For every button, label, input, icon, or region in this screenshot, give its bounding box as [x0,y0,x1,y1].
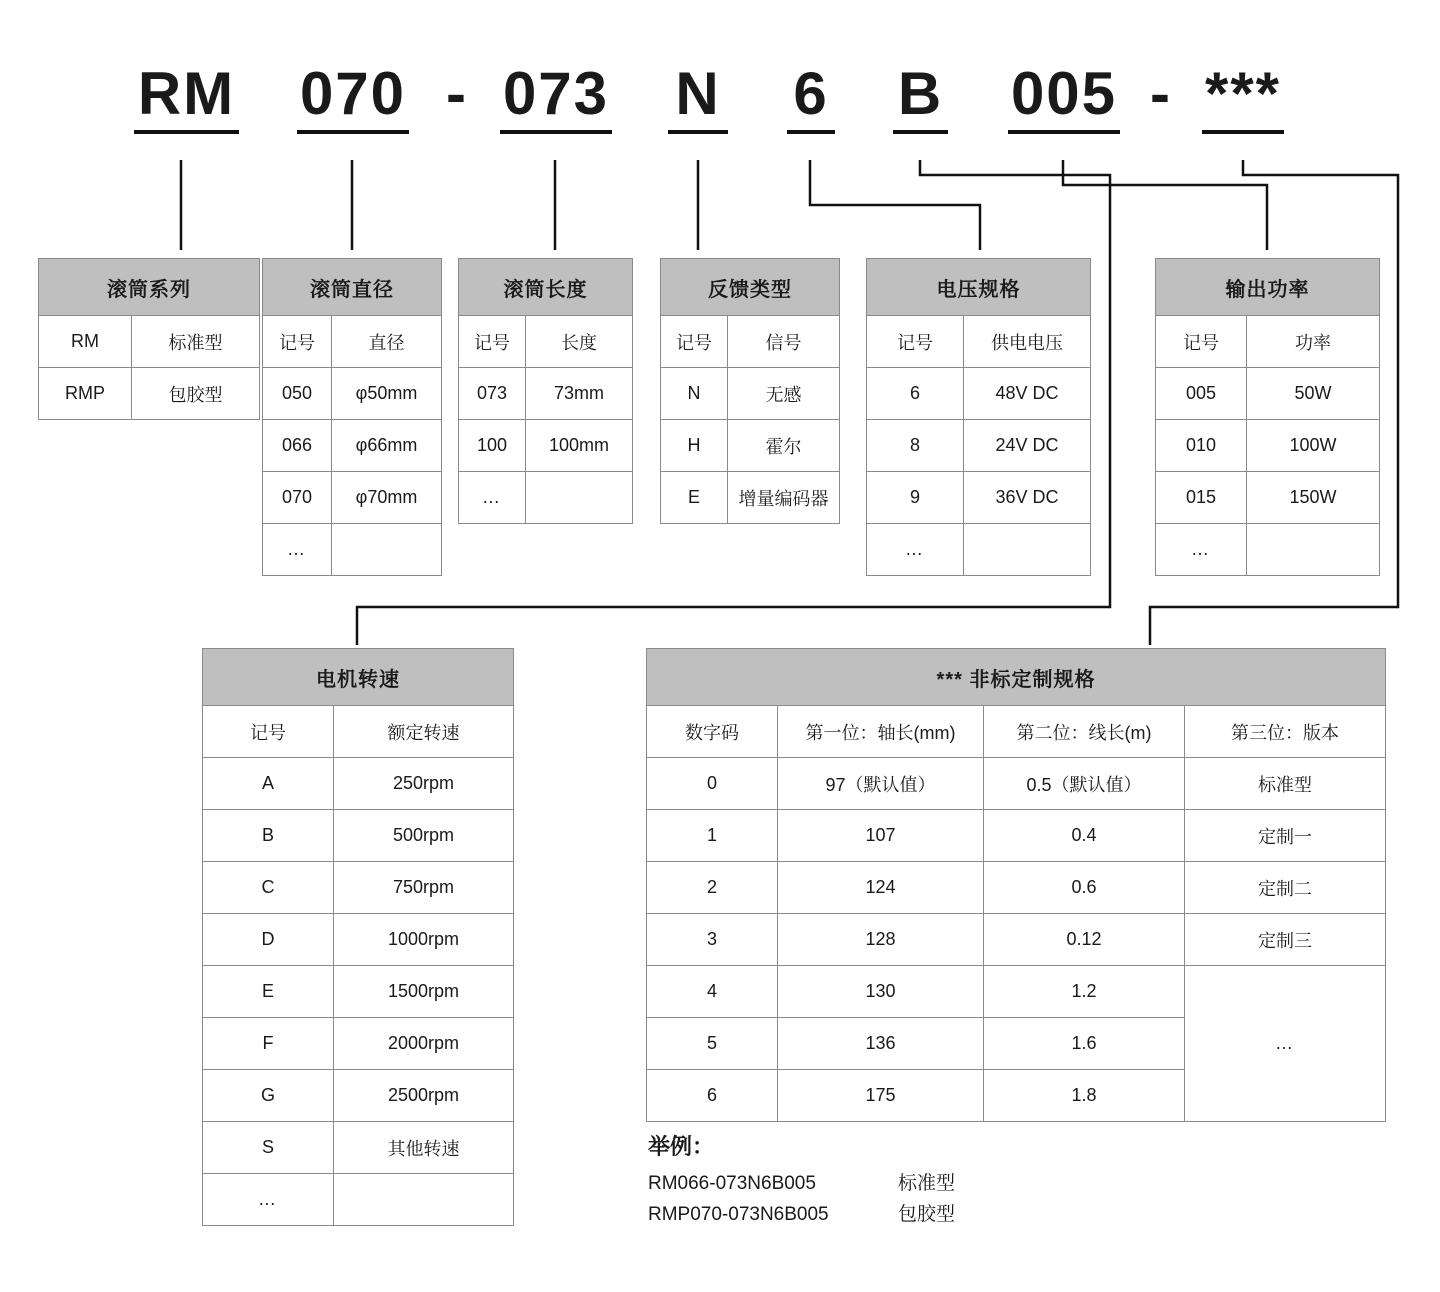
cell: … [867,524,964,576]
code-segment-0: RM [134,58,239,134]
column-header: 信号 [728,316,840,368]
code-segment-5: B [893,58,948,134]
column-header: 记号 [661,316,728,368]
cell: 8 [867,420,964,472]
column-header: 记号 [1156,316,1247,368]
column-header: 直径 [332,316,442,368]
cell: 48V DC [964,368,1091,420]
cell: 0.12 [984,914,1185,966]
cell: 1.2 [984,966,1185,1018]
example-row [648,1168,955,1199]
cell [1247,524,1380,576]
cell: 150W [1247,472,1380,524]
table-power-title: 输出功率 [1156,259,1380,316]
cell: B [203,810,334,862]
column-header: 长度 [526,316,633,368]
cell [526,472,633,524]
cell: … [459,472,526,524]
table-length [458,258,633,524]
example-note: 标准型 [898,1173,956,1194]
example-row [648,1199,955,1230]
cell: 2 [647,862,778,914]
example-block [648,1131,955,1230]
column-header: 第三位：版本 [1185,706,1386,758]
cell: 73mm [526,368,633,420]
table-voltage [866,258,1091,576]
example-title: 举例： [648,1134,715,1159]
cell: 1 [647,810,778,862]
code-segment-7: *** [1202,58,1284,134]
table-custom-spec-title: *** 非标定制规格 [647,649,1386,706]
cell: 107 [778,810,984,862]
code-dash-1: - [1150,60,1170,127]
cell: 0.6 [984,862,1185,914]
table-feedback-title: 反馈类型 [661,259,840,316]
cell: A [203,758,334,810]
cell: 3 [647,914,778,966]
cell: φ50mm [332,368,442,420]
cell: 1.8 [984,1070,1185,1122]
code-segment-1: 070 [297,58,409,134]
cell: 128 [778,914,984,966]
cell: 36V DC [964,472,1091,524]
cell: 015 [1156,472,1247,524]
cell: 010 [1156,420,1247,472]
cell: 4 [647,966,778,1018]
cell: 定制三 [1185,914,1386,966]
cell: … [263,524,332,576]
cell [964,524,1091,576]
code-segment-2: 073 [500,58,612,134]
cell [334,1174,514,1226]
cell: 750rpm [334,862,514,914]
cell: 0.4 [984,810,1185,862]
cell: 250rpm [334,758,514,810]
cell: 霍尔 [728,420,840,472]
example-note: 包胶型 [898,1204,956,1225]
cell: … [203,1174,334,1226]
cell: 97（默认值） [778,758,984,810]
cell: 定制一 [1185,810,1386,862]
cell: 6 [647,1070,778,1122]
cell: 0 [647,758,778,810]
table-series [38,258,260,420]
cell: 050 [263,368,332,420]
code-segment-4: 6 [787,58,835,134]
cell: … [1185,966,1386,1122]
column-header: 额定转速 [334,706,514,758]
cell: 9 [867,472,964,524]
cell: 6 [867,368,964,420]
table-speed [202,648,514,1226]
cell: F [203,1018,334,1070]
column-header: 功率 [1247,316,1380,368]
column-header: 记号 [867,316,964,368]
cell: 100 [459,420,526,472]
cell: E [661,472,728,524]
cell: 1.6 [984,1018,1185,1070]
cell: 066 [263,420,332,472]
cell: RM [39,316,132,368]
code-segment-3: N [668,58,728,134]
cell: 0.5（默认值） [984,758,1185,810]
table-diameter [262,258,442,576]
cell: 包胶型 [132,368,260,420]
cell: 50W [1247,368,1380,420]
cell: RMP [39,368,132,420]
cell: G [203,1070,334,1122]
cell: 定制二 [1185,862,1386,914]
cell: … [1156,524,1247,576]
cell: 124 [778,862,984,914]
cell: S [203,1122,334,1174]
cell: 无感 [728,368,840,420]
cell: 其他转速 [334,1122,514,1174]
cell: 标准型 [132,316,260,368]
column-header: 供电电压 [964,316,1091,368]
cell: 增量编码器 [728,472,840,524]
code-segment-6: 005 [1008,58,1120,134]
table-length-title: 滚筒长度 [459,259,633,316]
column-header: 数字码 [647,706,778,758]
column-header: 记号 [459,316,526,368]
cell: 1000rpm [334,914,514,966]
table-power [1155,258,1380,576]
cell: 005 [1156,368,1247,420]
cell: E [203,966,334,1018]
cell: φ66mm [332,420,442,472]
cell: C [203,862,334,914]
column-header: 第一位：轴长(mm) [778,706,984,758]
table-speed-title: 电机转速 [203,649,514,706]
cell: 标准型 [1185,758,1386,810]
cell: 100W [1247,420,1380,472]
cell: 070 [263,472,332,524]
cell: φ70mm [332,472,442,524]
table-diameter-title: 滚筒直径 [263,259,442,316]
cell: 1500rpm [334,966,514,1018]
cell: 5 [647,1018,778,1070]
column-header: 记号 [263,316,332,368]
table-custom-spec [646,648,1386,1122]
column-header: 记号 [203,706,334,758]
example-code: RM066-073N6B005 [648,1173,816,1194]
cell: 100mm [526,420,633,472]
cell [332,524,442,576]
cell: 2000rpm [334,1018,514,1070]
column-header: 第二位：线长(m) [984,706,1185,758]
cell: 24V DC [964,420,1091,472]
model-code-line [0,58,1440,158]
cell: 130 [778,966,984,1018]
cell: 073 [459,368,526,420]
table-voltage-title: 电压规格 [867,259,1091,316]
cell: 175 [778,1070,984,1122]
cell: H [661,420,728,472]
example-code: RMP070-073N6B005 [648,1204,829,1225]
cell: 2500rpm [334,1070,514,1122]
table-series-title: 滚筒系列 [39,259,260,316]
table-feedback [660,258,840,524]
cell: N [661,368,728,420]
cell: 500rpm [334,810,514,862]
cell: 136 [778,1018,984,1070]
code-dash-0: - [446,60,466,127]
cell: D [203,914,334,966]
